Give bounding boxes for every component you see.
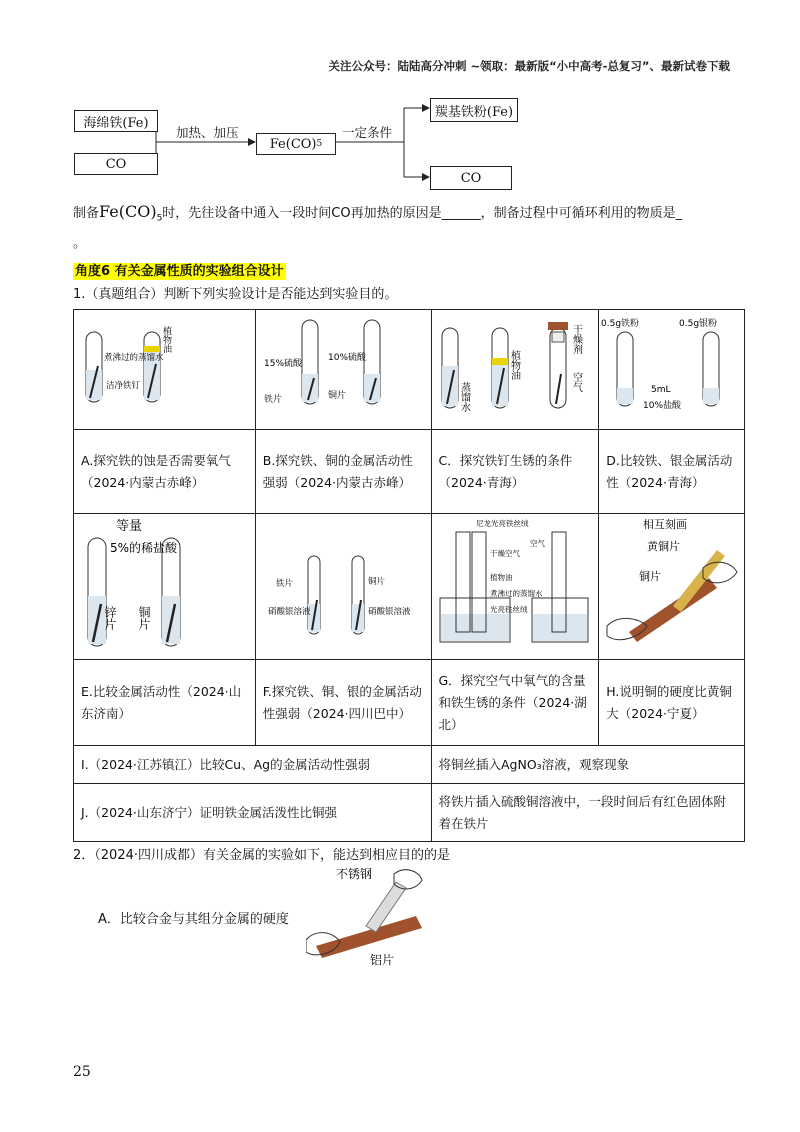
option-row-2 — [74, 660, 745, 746]
flow-box-label: CO — [460, 170, 482, 186]
figure-e — [74, 514, 254, 652]
option-c: C．探究铁钉生锈的条件（2024·青海） — [431, 430, 599, 514]
label-oil: 植物油 — [489, 573, 512, 582]
q2-figure — [306, 866, 436, 966]
figure-b-cell — [255, 310, 431, 430]
flow-box-fe-co5 — [256, 133, 336, 155]
flow-box-co-output — [430, 166, 512, 190]
arrow-head-icon — [248, 138, 256, 146]
option-h: H.说明铜的硬度比黄铜大（2024·宁夏） — [599, 660, 745, 746]
option-i-right: 将铜丝插入AgNO₃溶液，观察现象 — [431, 746, 745, 784]
label-air: 空气 — [529, 539, 545, 548]
flow-arrow-label-heat: 加热、加压 — [176, 125, 239, 140]
label-brass: 黄铜片 — [647, 540, 681, 553]
acid-fill — [617, 388, 633, 404]
arrow-head-icon — [422, 104, 430, 112]
label-hcl: 10%盐酸 — [643, 401, 682, 411]
label-aluminum: 铝片 — [370, 953, 395, 966]
label-silver-nitrate: 硝酸银溶液 — [267, 607, 311, 617]
option-row-j — [74, 784, 745, 842]
question-text — [73, 202, 753, 229]
arrow-head-icon — [422, 173, 430, 181]
label-volume: 5mL — [651, 385, 671, 395]
q2-option-a: A．比较合金与其组分金属的硬度 — [98, 912, 289, 927]
question-text-post: 时，先往设备中通入一段时间CO再加热的原因是______，制备过程中可循环利用的物质是_ — [162, 206, 683, 221]
figure-d — [599, 310, 743, 422]
label-acid: 5%的稀盐酸 — [110, 541, 178, 555]
question-formula: Fe(CO) — [99, 202, 157, 221]
copper-plate — [629, 578, 717, 642]
figure-a-cell — [74, 310, 256, 430]
desiccant — [552, 332, 564, 342]
beaker-water — [533, 614, 587, 641]
figure-f — [256, 514, 430, 652]
label-oil: 植物油 — [161, 326, 171, 353]
figure-row-1 — [74, 310, 745, 430]
label-left-acid: 15%硫酸 — [263, 359, 302, 369]
flow-arrow-label-condition: 一定条件 — [342, 125, 393, 140]
label-iron-powder: 0.5g铁粉 — [601, 319, 640, 329]
option-f: F.探究铁、铜、银的金属活动性强弱（2024·四川巴中） — [255, 660, 431, 746]
option-j-right: 将铁片插入硫酸铜溶液中，一段时间后有红色固体附着在铁片 — [431, 784, 745, 842]
experiment-table — [73, 309, 745, 842]
figure-h-cell — [599, 514, 745, 660]
label-equal: 等量 — [116, 519, 143, 534]
figure-c-cell — [431, 310, 599, 430]
flow-box-carbonyl-iron — [430, 98, 518, 122]
figure-b — [256, 310, 430, 422]
section-title-text: 角度6 有关金属性质的实验组合设计 — [75, 264, 284, 279]
label-zinc: 锌片 — [103, 606, 117, 630]
label-air: 空气 — [570, 372, 581, 392]
label-copper: 铜片 — [327, 391, 346, 401]
figure-f-cell — [255, 514, 431, 660]
label-copper: 铜片 — [367, 577, 385, 587]
label-silver-powder: 0.5g银粉 — [679, 319, 718, 329]
page-number: 25 — [73, 1064, 91, 1080]
question-formula-sub: 5 — [156, 213, 163, 224]
acid-fill — [302, 374, 318, 402]
label-iron: 铁片 — [263, 395, 282, 405]
flow-box-label: Fe(CO) — [269, 136, 317, 152]
figure-a — [74, 310, 254, 422]
option-a: A.探究铁的蚀是否需要氧气（2024·内蒙古赤峰） — [74, 430, 256, 514]
label-right-acid: 10%硫酸 — [327, 353, 366, 363]
option-i-left: I.（2024·江苏镇江）比较Cu、Ag的金属活动性强弱 — [74, 746, 432, 784]
question-text-end: 。 — [73, 236, 87, 251]
oil-layer — [492, 358, 508, 365]
option-e: E.比较金属活动性（2024·山东济南） — [74, 660, 256, 746]
option-j-left: J.（2024·山东济宁）证明铁金属活泼性比铜强 — [74, 784, 432, 842]
flow-box-co-input — [74, 153, 158, 175]
label-iron: 铁片 — [275, 579, 293, 589]
option-row-i — [74, 746, 745, 784]
flow-box-label: CO — [105, 156, 127, 172]
figure-g — [432, 514, 598, 652]
label-silver-nitrate-2: 硝酸银溶液 — [367, 607, 411, 617]
label-copper: 铜片 — [137, 606, 151, 630]
stopper — [548, 322, 568, 330]
section-title — [73, 260, 286, 279]
oil-layer — [144, 346, 160, 352]
beaker-water — [441, 614, 509, 641]
acid-fill — [703, 388, 719, 404]
flow-box-subscript: 5 — [316, 139, 323, 149]
brass-plate — [673, 550, 725, 612]
iron-nail — [556, 374, 561, 404]
label-dry: 干燥剂 — [570, 324, 581, 354]
label-stainless-steel: 不锈钢 — [336, 867, 373, 881]
label-water: 煮沸过的蒸馏水 — [489, 589, 542, 598]
label-top: 尼龙光亮铁丝绒 — [475, 519, 528, 528]
figure-h — [599, 514, 743, 652]
option-b: B.探究铁、铜的金属活动性强弱（2024·内蒙古赤峰） — [255, 430, 431, 514]
label-oil: 植物油 — [508, 350, 519, 380]
figure-g-cell — [431, 514, 599, 660]
label-title: 相互刻画 — [643, 518, 688, 531]
option-row-1 — [74, 430, 745, 514]
label-dry-air: 干燥空气 — [489, 549, 520, 558]
q1-title: 1.（真题组合）判断下列实验设计是否能达到实验目的。 — [73, 287, 398, 302]
figure-row-2 — [74, 514, 745, 660]
flow-box-label: 海绵铁(Fe) — [83, 115, 149, 131]
option-g: G．探究空气中氧气的含量和铁生锈的条件（2024·湖北） — [431, 660, 599, 746]
label-nail: 洁净铁钉 — [106, 381, 141, 391]
q2-title: 2．（2024·四川成都）有关金属的实验如下，能达到相应目的的是 — [73, 848, 450, 863]
label-water: 蒸馏水 — [458, 382, 469, 412]
page-header: 关注公众号：陆陆高分冲刺 ~领取：最新版“小中高考-总复习”、最新试卷下载 — [328, 59, 730, 73]
figure-d-cell — [599, 310, 745, 430]
flow-box-sponge-iron — [74, 110, 158, 132]
label-water: 煮沸过的蒸馏水 — [104, 353, 164, 363]
option-d: D.比较铁、银金属活动性（2024·青海） — [599, 430, 745, 514]
acid-fill — [364, 374, 380, 402]
question-text-pre: 制备 — [73, 206, 100, 221]
figure-e-cell — [74, 514, 256, 660]
flow-box-label: 羰基铁粉(Fe) — [434, 104, 514, 120]
label-copper: 铜片 — [639, 570, 662, 583]
label-wire: 光亮铁丝绒 — [489, 605, 527, 614]
figure-c — [432, 310, 598, 422]
